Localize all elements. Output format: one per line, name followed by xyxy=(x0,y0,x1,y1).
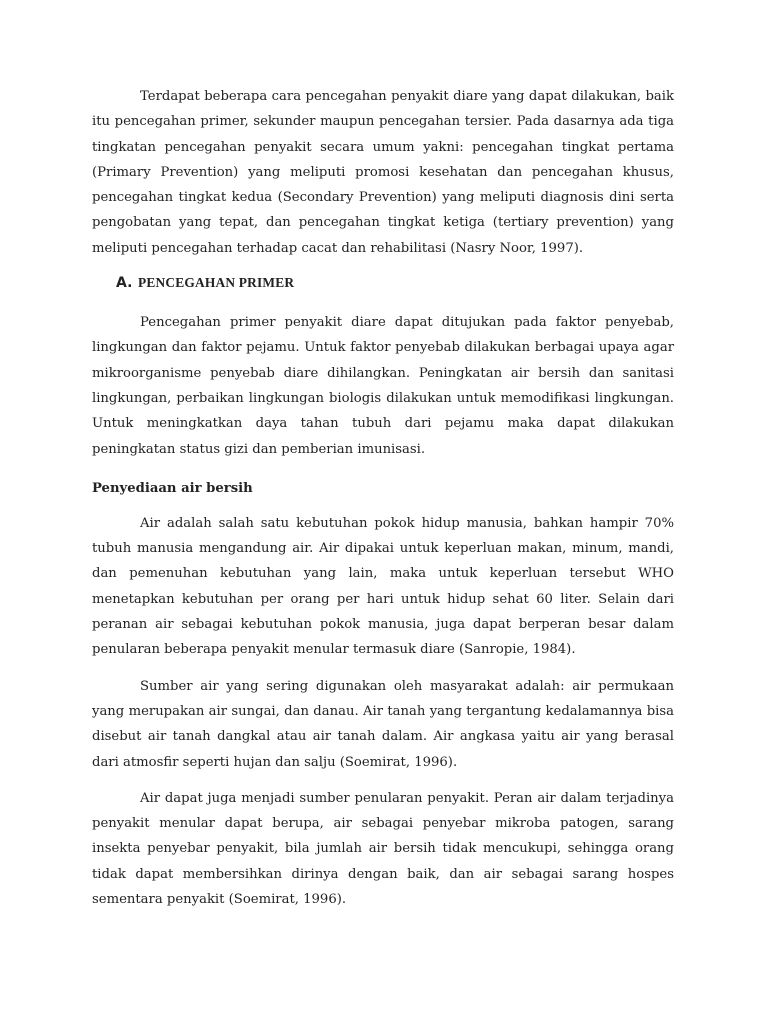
section-title: PENCEGAHAN PRIMER xyxy=(138,275,295,291)
section-heading-a xyxy=(116,270,674,296)
document-page xyxy=(92,84,674,912)
air-paragraph-1: Air adalah salah satu kebutuhan pokok hidup manusia, bahkan hampir 70% tubuh manusia mengandung air. Air dipakai untuk keperluan makan, minum, mandi, dan pemenuhan kebutuhan yang lain, maka untuk keperluan tersebut WHO menetapkan kebutuhan per orang per hari untuk hidup sehat 60 liter. Selain dari peranan air sebagai kebutuhan pokok manusia, juga dapat berperan besar dalam penularan beberapa penyakit menular termasuk diare (Sanropie, 1984). xyxy=(92,515,674,658)
air-paragraph-3: Air dapat juga menjadi sumber penularan penyakit. Peran air dalam terjadinya penyakit menular dapat berupa, air sebagai penyebar mikroba patogen, sarang insekta penyebar penyakit, bila jumlah air bersih tidak mencukupi, sehingga orang tidak dapat membersihkan dirinya dengan baik, dan air sebagai sarang hospes sementara penyakit (Soemirat, 1996). xyxy=(92,790,674,908)
intro-paragraph: Terdapat beberapa cara pencegahan penyakit diare yang dapat dilakukan, baik itu pencegahan primer, sekunder maupun pencegahan tersier. Pada dasarnya ada tiga tingkatan pencegahan penyakit secara umum yakni: pencegahan tingkat pertama (Primary Prevention) yang meliputi promosi kesehatan dan pencegahan khusus, pencegahan tingkat kedua (Secondary Prevention) yang meliputi diagnosis dini serta pengobatan yang tepat, dan pencegahan tingkat ketiga (tertiary prevention) yang meliputi pencegahan terhadap cacat dan rehabilitasi (Nasry Noor, 1997). xyxy=(92,89,674,256)
air-paragraph-2: Sumber air yang sering digunakan oleh masyarakat adalah: air permukaan yang merupakan air sungai, dan danau. Air tanah yang tergantung kedalamannya bisa disebut air tanah dangkal atau air tanah dalam. Air angkasa yaitu air yang berasal dari atmosfir seperti hujan dan salju (Soemirat, 1996). xyxy=(92,678,674,770)
primer-paragraph: Pencegahan primer penyakit diare dapat ditujukan pada faktor penyebab, lingkungan dan faktor pejamu. Untuk faktor penyebab dilakukan berbagai upaya agar mikroorganisme penyebab diare dihilangkan. Peningkatan air bersih dan sanitasi lingkungan, perbaikan lingkungan biologis dilakukan untuk memodifikasi lingkungan. Untuk meningkatkan daya tahan tubuh dari pejamu maka dapat dilakukan peningkatan status gizi dan pemberian imunisasi. xyxy=(92,315,674,457)
subheading-air-bersih: Penyediaan air bersih xyxy=(92,480,253,496)
section-letter: A. xyxy=(116,275,133,292)
